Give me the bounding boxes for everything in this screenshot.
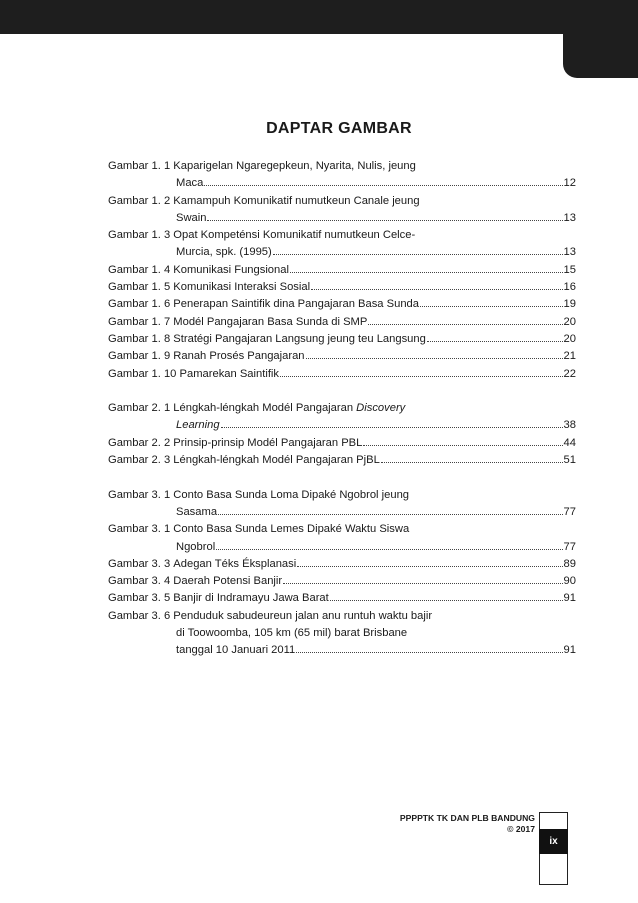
figure-entry[interactable] [108,573,576,590]
footer-year: © 2017 [507,824,535,834]
entry-first-line [108,487,576,504]
entry-text: Swain [176,211,207,224]
entry-continuation-line [108,642,576,659]
page-ref: 15 [563,263,576,276]
entry-text: Sasama [176,505,218,518]
entry-text: Pamarekan Saintifik [179,367,280,380]
dot-leader [204,185,562,186]
figure-entry[interactable] [108,400,576,435]
entry-text: Banjir di Indramayu Jawa Barat [173,592,329,605]
page-box-bottom [539,854,568,885]
page-ref: 22 [563,367,576,380]
entry-first-line [108,590,576,607]
dot-leader [427,341,563,342]
figure-entry[interactable] [108,158,576,193]
entry-first-line [108,521,576,538]
dot-leader [221,427,563,428]
entry-text: Penerapan Saintifik dina Pangajaran Basa Sunda [173,298,419,311]
figure-entry[interactable] [108,556,576,573]
footer-publisher: PPPPTK TK DAN PLB BANDUNG [399,813,535,823]
figure-label: Gambar 1. 10 [108,367,180,380]
dot-leader [330,600,563,601]
entry-first-line [108,331,576,348]
entry-first-line [108,279,576,296]
figure-entry[interactable] [108,296,576,313]
figure-entry[interactable] [108,435,576,452]
figure-label: Gambar 2. 2 [108,436,174,449]
entry-text: Kaparigelan Ngaregepkeun, Nyarita, Nulis, jeung [173,160,416,172]
entry-text: Prinsip-prinsip Modél Pangajaran PBL [173,436,363,449]
page-ref: 12 [563,177,576,190]
dot-leader [218,514,563,515]
figure-entry[interactable] [108,227,576,262]
page-ref: 77 [563,505,576,518]
page-ref: 38 [563,419,576,432]
page-ref: 90 [563,575,576,588]
entry-continuation-line [108,417,576,434]
figure-label: Gambar 3. 5 [108,592,174,605]
entry-continuation-line [108,210,576,227]
entry-first-line [108,573,576,590]
figure-entry[interactable] [108,487,576,522]
page-ref: 77 [563,540,576,553]
dot-leader [207,220,562,221]
figure-label: Gambar 1. 9 [108,350,174,363]
page-ref: 91 [563,592,576,605]
page-ref: 89 [563,557,576,570]
figure-entry[interactable] [108,608,576,660]
footer [400,813,535,835]
entry-text: Ngobrol [176,540,216,553]
page-ref: 13 [563,246,576,259]
entry-continuation-line [108,504,576,521]
entry-text: di Toowoomba, 105 km (65 mil) barat Brisbane [176,627,408,640]
group-spacer [108,383,576,400]
entry-text: Adegan Téks Éksplanasi [173,557,297,570]
figure-label: Gambar 3. 1 [108,523,174,536]
page-ref: 19 [563,298,576,311]
figure-label: Gambar 2. 3 [108,454,174,467]
entry-first-line [108,452,576,469]
figure-label: Gambar 1. 6 [108,298,174,311]
entry-first-line [108,366,576,383]
dot-leader [306,358,563,359]
page-ref: 20 [563,315,576,328]
entry-text: Modél Pangajaran Basa Sunda di SMP [173,315,368,328]
header-bar [0,0,638,34]
entry-text: Stratégi Pangajaran Langsung jeung teu Langsung [173,332,426,345]
entry-text: Conto Basa Sunda Loma Dipaké Ngobrol jeung [173,488,410,501]
entry-first-line [108,227,576,244]
page-box-top [539,812,568,829]
figure-label: Gambar 1. 4 [108,263,174,276]
entry-text: Kamampuh Komunikatif numutkeun Canale jeung [173,194,420,207]
entry-text: Léngkah-léngkah Modél Pangajaran PjBL [173,454,380,467]
figure-label: Gambar 2. 1 [108,402,174,415]
entry-continuation-line [108,244,576,261]
entry-first-line [108,296,576,313]
figure-entry[interactable] [108,521,576,556]
entry-continuation-line [108,539,576,556]
page-ref: 16 [563,281,576,294]
figure-list [108,158,576,660]
dot-leader [368,324,562,325]
page-number: ix [539,829,568,854]
entry-first-line [108,314,576,331]
page-ref: 51 [563,454,576,467]
dot-leader [290,272,563,273]
entry-text: Komunikasi Fungsional [173,263,289,276]
figure-label: Gambar 3. 4 [108,575,174,588]
entry-first-line [108,262,576,279]
entry-first-line [108,435,576,452]
figure-label: Gambar 3. 6 [108,609,174,622]
figure-label: Gambar 3. 3 [108,557,174,570]
group-spacer [108,469,576,486]
entry-text: Learning [176,419,220,432]
figure-label: Gambar 1. 7 [108,315,174,328]
page-title: DAPTAR GAMBAR [266,120,412,137]
entry-first-line [108,348,576,365]
figure-entry[interactable] [108,262,576,279]
figure-entry[interactable] [108,193,576,228]
entry-first-line [108,193,576,210]
dot-leader [296,652,562,653]
entry-text: Komunikasi Interaksi Sosial [173,281,311,294]
dot-leader [420,306,563,307]
entry-text: Daerah Potensi Banjir [173,575,283,588]
figure-label: Gambar 1. 8 [108,332,174,345]
entry-first-line [108,400,576,417]
figure-entry[interactable] [108,348,576,365]
dot-leader [363,445,562,446]
dot-leader [283,583,562,584]
dot-leader [216,549,562,550]
figure-entry[interactable] [108,366,576,383]
entry-text: tanggal 10 Januari 2011 [176,644,296,657]
page-ref: 21 [563,350,576,363]
dot-leader [280,376,563,377]
page-ref: 91 [563,644,576,657]
entry-text: Penduduk sabudeureun jalan anu runtuh waktu bajir [173,609,433,622]
page-ref: 13 [563,211,576,224]
entry-text: Murcia, spk. (1995) [176,246,272,259]
figure-entry[interactable] [108,590,576,607]
figure-label: Gambar 3. 1 [108,488,174,501]
figure-entry[interactable] [108,314,576,331]
figure-entry[interactable] [108,331,576,348]
entry-text: Léngkah-léngkah Modél Pangajaran Discovery [173,402,406,415]
entry-continuation-line [108,625,576,642]
entry-text: Ranah Prosés Pangajaran [173,350,305,363]
figure-entry[interactable] [108,279,576,296]
figure-label: Gambar 1. 5 [108,281,174,294]
dot-leader [297,566,562,567]
entry-first-line [108,556,576,573]
entry-first-line [108,608,576,625]
figure-label: Gambar 1. 1 [108,160,174,172]
entry-text: Maca [176,177,204,190]
entry-first-line [108,158,576,175]
header-tab [563,0,638,78]
entry-text: Opat Kompeténsi Komunikatif numutkeun Celce- [173,229,416,242]
entry-continuation-line [108,175,576,192]
figure-entry[interactable] [108,452,576,469]
entry-text: Conto Basa Sunda Lemes Dipaké Waktu Siswa [173,523,410,536]
figure-label: Gambar 1. 2 [108,194,174,207]
dot-leader [381,462,563,463]
page-ref: 20 [563,332,576,345]
dot-leader [311,289,562,290]
figure-label: Gambar 1. 3 [108,229,174,242]
page-ref: 44 [563,436,576,449]
dot-leader [273,254,563,255]
